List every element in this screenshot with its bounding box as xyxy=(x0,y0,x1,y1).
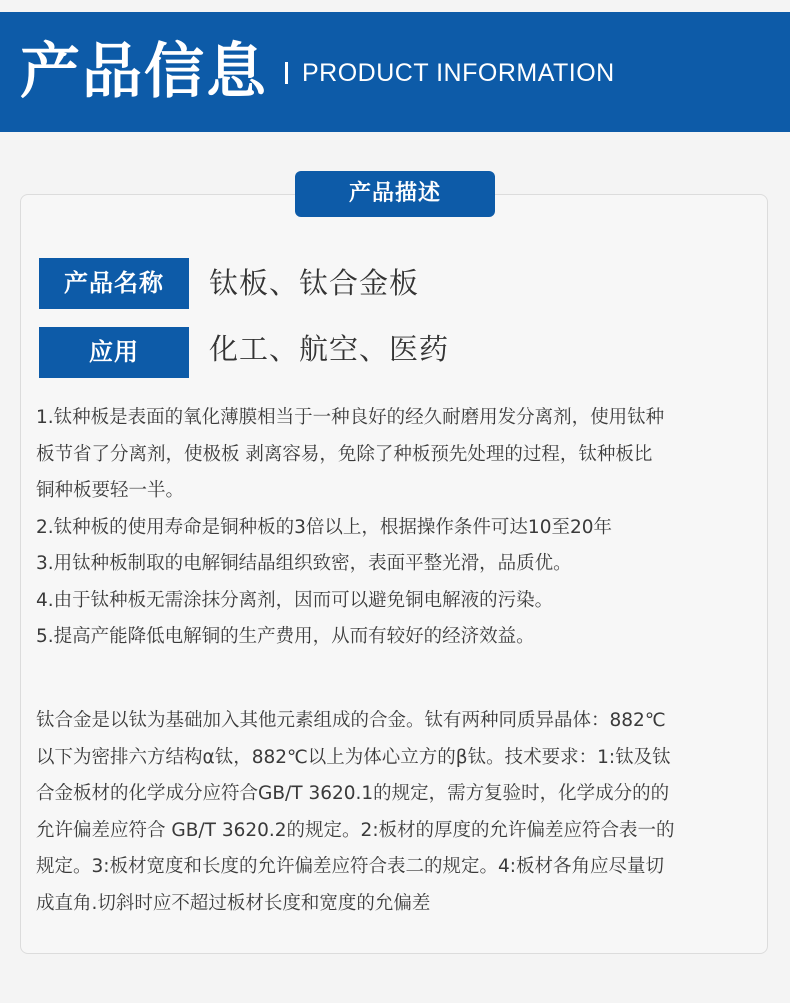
description-line: 允许偏差应符合 GB/T 3620.2的规定。2:板材的厚度的允许偏差应符合表一的 xyxy=(36,819,675,841)
feature-line: 4.由于钛种板无需涂抹分离剂，因而可以避免铜电解液的污染。 xyxy=(36,589,554,611)
description-line: 合金板材的化学成分应符合GB/T 3620.1的规定，需方复验时，化学成分的的 xyxy=(36,783,670,804)
page-title: 产品信息 xyxy=(20,37,268,107)
feature-line: 铜种板要轻一半。 xyxy=(36,480,185,501)
feature-line: 3.用钛种板制取的电解铜结晶组织致密，表面平整光滑，品质优。 xyxy=(36,553,572,574)
description-line: 规定。3:板材宽度和长度的允许偏差应符合表二的规定。4:板材各角应尽量切 xyxy=(36,856,665,877)
spec-value-name: 钛板、钛合金板 xyxy=(209,266,420,300)
feature-line: 5.提高产能降低电解铜的生产费用，从而有较好的经济效益。 xyxy=(36,626,535,647)
title-divider xyxy=(285,62,288,84)
description-line: 钛合金是以钛为基础加入其他元素组成的合金。钛有两种同质异晶体：882℃ xyxy=(36,710,666,731)
page-subtitle: PRODUCT INFORMATION xyxy=(302,59,615,87)
feature-line: 1.钛种板是表面的氧化薄膜相当于一种良好的经久耐磨用发分离剂，使用钛种 xyxy=(36,407,665,428)
feature-line: 2.钛种板的使用寿命是铜种板的3倍以上，根据操作条件可达10至20年 xyxy=(36,516,613,538)
features-list xyxy=(36,400,756,656)
spec-label-name: 产品名称 xyxy=(39,258,189,309)
spec-value-application: 化工、航空、医药 xyxy=(209,332,450,366)
spec-label-application: 应用 xyxy=(39,327,189,378)
section-badge: 产品描述 xyxy=(295,171,495,217)
top-band xyxy=(0,0,790,12)
alloy-description xyxy=(36,703,756,922)
feature-line: 板节省了分离剂，使极板 剥离容易，免除了种板预先处理的过程，钛种板比 xyxy=(36,443,653,465)
page-header xyxy=(0,12,790,132)
description-line: 成直角.切斜时应不超过板材长度和宽度的允偏差 xyxy=(36,892,431,914)
description-line: 以下为密排六方结构α钛，882℃以上为体心立方的β钛。技术要求：1:钛及钛 xyxy=(36,746,671,768)
